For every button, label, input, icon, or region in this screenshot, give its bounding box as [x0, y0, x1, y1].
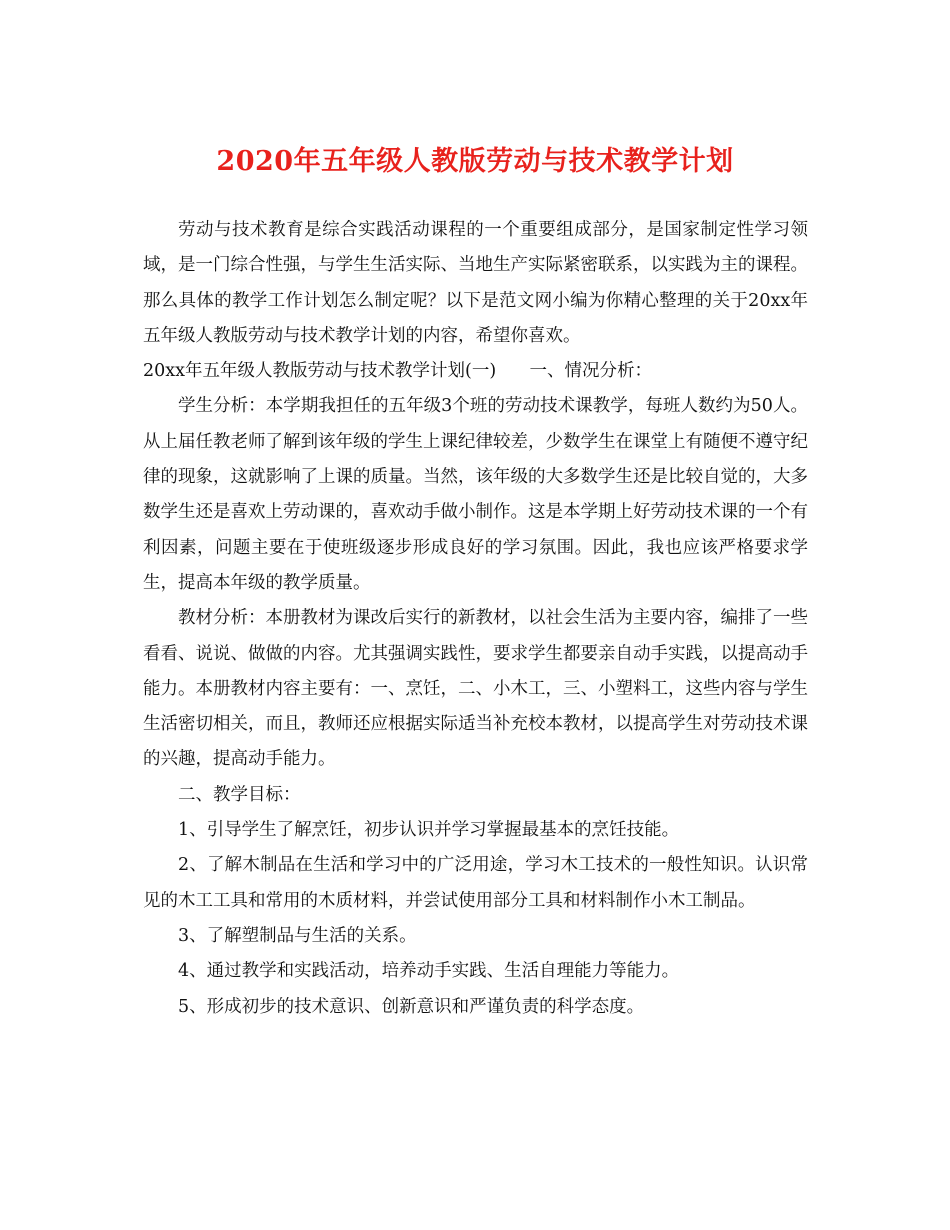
document-body	[143, 213, 808, 1025]
section-heading-situation: 20xx年五年级人教版劳动与技术教学计划(一) 一、情况分析：	[143, 361, 653, 382]
goal-item: 3、了解塑制品与生活的关系。	[178, 925, 417, 946]
goal-item: 2、了解木制品在生活和学习中的广泛用途，学习木工技术的一般性知识。认识常见的木工工具和常用的木质材料，并尝试使用部分工具和材料制作小木工制品。	[143, 855, 808, 911]
goal-item: 5、形成初步的技术意识、创新意识和严谨负责的科学态度。	[178, 996, 645, 1017]
section-heading-goals: 二、教学目标：	[178, 784, 301, 805]
document-title: 2020年五年级人教版劳动与技术教学计划	[216, 146, 734, 177]
intro-paragraph: 劳动与技术教育是综合实践活动课程的一个重要组成部分，是国家制定性学习领域，是一门综合性强，与学生生活实际、当地生产实际紧密联系，以实践为主的课程。那么具体的教学工作计划怎么制定呢？以下是范文网小编为你精心整理的关于20xx年五年级人教版劳动与技术教学计划的内容，希望你喜欢。	[143, 220, 808, 346]
student-analysis-paragraph: 学生分析：本学期我担任的五年级3个班的劳动技术课教学，每班人数约为50人。从上届任教老师了解到该年级的学生上课纪律较差，少数学生在课堂上有随便不遵守纪律的现象，这就影响了上课的质量。当然，该年级的大多数学生还是比较自觉的，大多数学生还是喜欢上劳动课的，喜欢动手做小制作。这是本学期上好劳动技术课的一个有利因素，问题主要在于使班级逐步形成良好的学习氛围。因此，我也应该严格要求学生，提高本年级的教学质量。	[143, 396, 808, 593]
goal-item: 4、通过教学和实践活动，培养动手实践、生活自理能力等能力。	[178, 961, 680, 982]
goal-item: 1、引导学生了解烹饪，初步认识并学习掌握最基本的烹饪技能。	[178, 820, 680, 841]
textbook-analysis-paragraph: 教材分析：本册教材为课改后实行的新教材，以社会生活为主要内容，编排了一些看看、说说、做做的内容。尤其强调实践性，要求学生都要亲自动手实践，以提高动手能力。本册教材内容主要有：一、烹饪，二、小木工，三、小塑料工，这些内容与学生生活密切相关，而且，教师还应根据实际适当补充校本教材，以提高学生对劳动技术课的兴趣，提高动手能力。	[143, 608, 808, 770]
